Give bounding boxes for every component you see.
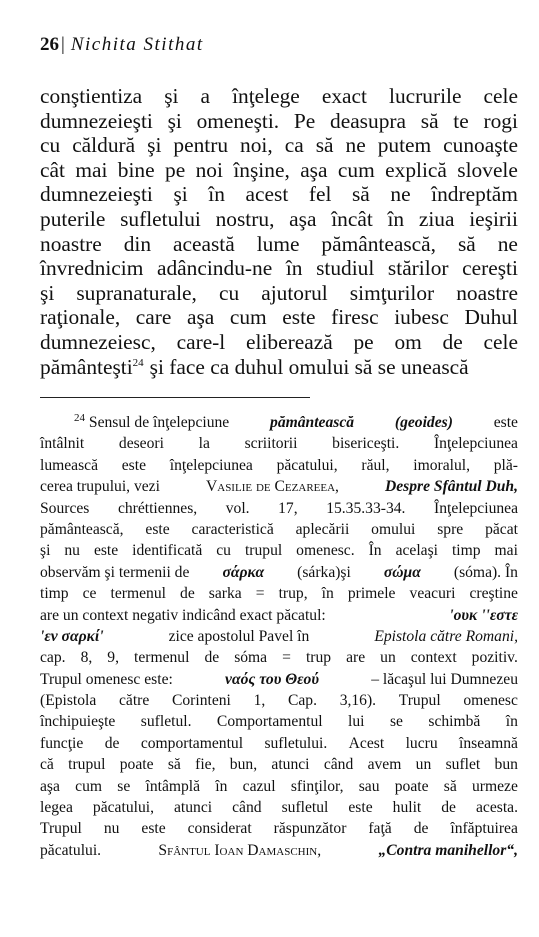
word: un	[415, 756, 432, 774]
word: omenesc.	[296, 542, 355, 560]
word: că	[40, 756, 54, 774]
word: de	[442, 329, 463, 354]
word: aplecării	[295, 520, 350, 538]
word: când	[232, 799, 262, 817]
body-line	[40, 182, 518, 207]
header-separator: |	[61, 34, 65, 55]
word: sarka	[208, 585, 242, 603]
word: =	[255, 585, 265, 603]
footnote-line	[40, 733, 518, 754]
word: cazul	[242, 777, 276, 795]
word: are	[346, 649, 366, 667]
word: este	[282, 305, 316, 330]
word: răspunzător	[273, 820, 347, 838]
word: primele	[347, 585, 396, 603]
footnote-line	[40, 797, 518, 818]
word: aşa	[186, 305, 215, 330]
word: căldură	[72, 133, 136, 158]
footnote-divider	[40, 397, 310, 398]
footnote-greek: 'εν σαρκί'	[40, 627, 104, 645]
word: pozitiv.	[471, 649, 518, 667]
footnote-lead	[74, 412, 229, 433]
word: în	[321, 585, 334, 603]
word: în	[505, 713, 518, 731]
word: dumnezeieşti	[40, 108, 153, 133]
word: timp	[40, 585, 69, 603]
footnote-line	[40, 540, 518, 561]
body-line	[40, 109, 518, 134]
running-header	[40, 34, 204, 56]
footnote-greek: ναός του Θεού	[225, 670, 319, 688]
word: păcat	[485, 520, 518, 538]
word: să	[351, 182, 370, 207]
word: exact	[321, 84, 367, 108]
word: pe	[165, 157, 186, 182]
word: să	[457, 231, 476, 256]
footnote-greek: 'ουκ ''εστε	[449, 606, 518, 624]
word: de	[441, 799, 456, 817]
word: context	[410, 649, 457, 667]
word: noi,	[240, 133, 273, 158]
footnote-text: (sóma). În	[453, 563, 518, 581]
word: spre	[437, 520, 464, 538]
word: mai	[494, 542, 518, 560]
word: sufletul	[281, 799, 329, 817]
word: dumnezeieşti	[40, 182, 153, 207]
footnote-work-title: Epistola către Romani,	[374, 627, 518, 645]
word: un	[380, 649, 396, 667]
footnote-line	[40, 647, 518, 668]
word: Înţelepciunea	[434, 499, 518, 517]
word: plă-	[493, 456, 518, 474]
footnote-line	[40, 690, 518, 711]
word: de	[204, 649, 220, 667]
word: 9,	[107, 649, 119, 667]
word: de	[180, 585, 195, 603]
footnote-term: (geoides)	[394, 414, 453, 431]
footnote-term: pământească	[270, 414, 355, 431]
footnote-text: este	[493, 414, 518, 431]
footnote-line	[40, 754, 518, 775]
word: acelaşi	[395, 542, 438, 560]
word: explică	[385, 157, 447, 182]
word: urmeze	[471, 777, 518, 795]
footnote-line	[40, 818, 518, 839]
footnote-text: cerea trupului, vezi	[40, 478, 160, 496]
word: 15.35.33-34.	[326, 499, 406, 517]
footnote-text: (sárka)şi	[297, 563, 351, 581]
footnote-line	[40, 562, 518, 583]
word: omeneşti.	[196, 108, 280, 133]
word: în	[285, 256, 303, 281]
word: cele	[483, 84, 518, 108]
word: funcţie	[40, 734, 84, 752]
footnote-line	[40, 840, 518, 861]
word: este	[141, 820, 166, 838]
word: În	[368, 542, 382, 560]
word: hulit	[392, 799, 422, 817]
body-line	[40, 232, 518, 257]
word: bun,	[229, 756, 258, 774]
word: imoralul,	[413, 456, 471, 474]
footnote-line	[40, 476, 518, 497]
word: Duhul	[464, 305, 518, 330]
word: avem	[367, 756, 402, 774]
word: fie,	[195, 756, 216, 774]
word: cu	[218, 280, 240, 305]
word: către	[119, 692, 150, 710]
word: poate	[394, 777, 429, 795]
footnote-text: – lăcaşul lui Dumnezeu	[371, 670, 518, 688]
word: răul,	[361, 456, 390, 474]
word: ne	[497, 231, 518, 256]
word: aşa	[40, 777, 60, 795]
page-number: 26	[40, 34, 59, 55]
word: şi	[167, 108, 182, 133]
running-title: Nichita Stithat	[70, 34, 204, 55]
word: întâmplă	[145, 777, 201, 795]
word: se	[389, 713, 403, 731]
word: înşine,	[233, 157, 290, 182]
word: cât	[40, 157, 65, 182]
word: aşa	[300, 157, 328, 182]
footnote-work-title: „Contra manihellor“,	[378, 841, 518, 859]
word: înfăptuirea	[450, 820, 518, 838]
word: atunci	[271, 756, 310, 774]
body-line	[40, 158, 518, 183]
word: caracteristică	[191, 520, 274, 538]
word: dumnezeiesc,	[40, 329, 156, 354]
word: este	[348, 799, 373, 817]
word: noi	[195, 157, 223, 182]
word: înseamnă	[459, 734, 518, 752]
word: nostru,	[215, 206, 275, 231]
word: din	[123, 231, 152, 256]
word: cu	[40, 133, 61, 158]
word: putem	[377, 133, 432, 158]
word: pământească,	[40, 520, 124, 538]
word: omului	[371, 520, 416, 538]
word: să	[315, 133, 334, 158]
word: pentru	[173, 133, 229, 158]
word: este	[145, 520, 170, 538]
word: om	[394, 329, 422, 354]
footnote-work-title: Despre Sfântul Duh,	[384, 478, 518, 496]
word: eliberează	[246, 329, 333, 354]
word: Trupul	[40, 820, 82, 838]
word: Comportamentul	[216, 713, 323, 731]
word: şi	[40, 280, 55, 305]
word: conştientiza	[40, 84, 143, 108]
word: rogi	[483, 108, 518, 133]
word: păcatului,	[276, 456, 338, 474]
word: Înţelepciunea	[433, 435, 518, 453]
word: suflet	[445, 756, 481, 774]
word: 8,	[80, 649, 93, 667]
word: sóma	[234, 649, 268, 667]
word: ce	[82, 585, 97, 603]
footnote-line	[40, 711, 518, 732]
word: când	[323, 756, 354, 774]
word: =	[282, 649, 291, 667]
word: schimbă	[428, 713, 481, 731]
word: la	[198, 435, 210, 453]
footnote-line	[40, 433, 518, 454]
word: lucrurile	[389, 84, 462, 108]
word: sfinţilor,	[290, 777, 344, 795]
word: deasupra	[330, 108, 407, 133]
word: în	[208, 182, 225, 207]
footnote-text: zice apostolul Pavel în	[168, 627, 310, 645]
word: Cap.	[287, 692, 317, 710]
body-line	[40, 207, 518, 232]
footnote-24	[40, 412, 518, 861]
word: este	[93, 542, 119, 560]
footnote-line	[40, 669, 518, 690]
word: în	[215, 777, 228, 795]
footnote-greek: σάρκα	[222, 563, 265, 581]
footnote-text: observăm şi termenii de	[40, 563, 190, 581]
footnote-line	[40, 455, 518, 476]
word: a	[200, 84, 211, 108]
word: ajutorul	[261, 280, 328, 305]
word: în	[387, 206, 405, 231]
word: supranaturale,	[76, 280, 197, 305]
word: sau	[358, 777, 380, 795]
word: ne	[390, 182, 411, 207]
word: ca	[284, 133, 304, 158]
footnote-text: are un context negativ indicând exact păcatul:	[40, 606, 326, 624]
word: scriitorii	[244, 435, 298, 453]
word: simţurilor	[349, 280, 435, 305]
footnote-line	[40, 519, 518, 540]
word: fel	[308, 182, 332, 207]
word: sufletul.	[140, 713, 192, 731]
word: trup,	[278, 585, 308, 603]
word: timp	[451, 542, 481, 560]
word: sufletului.	[264, 734, 328, 752]
word: termenul	[134, 649, 190, 667]
word: 3,16).	[339, 692, 377, 710]
body-line-end: şi face ca duhul omului să se unească	[149, 354, 469, 379]
word: păcatului,	[92, 799, 154, 817]
word: de	[104, 734, 120, 752]
footnote-line	[40, 776, 518, 797]
word: cunoaşte	[443, 133, 518, 158]
body-line	[40, 330, 518, 355]
word: chréttiennes,	[117, 499, 198, 517]
word: şi	[147, 133, 162, 158]
word: bisericeşti.	[332, 435, 400, 453]
word: noastre	[456, 280, 518, 305]
word: trup	[305, 649, 332, 667]
word: faţă	[368, 820, 392, 838]
body-line	[40, 133, 518, 158]
word: acesta.	[475, 799, 518, 817]
footnote-line	[40, 498, 518, 519]
word: cum	[75, 777, 103, 795]
footnote-reference[interactable]: 24	[132, 356, 144, 369]
word: adâncindu-ne	[156, 256, 273, 281]
word: şi	[164, 84, 179, 108]
word: Acest	[348, 734, 385, 752]
body-line	[40, 84, 518, 109]
body-line	[40, 281, 518, 306]
word: întâlnit	[40, 435, 85, 453]
word: atunci	[174, 799, 213, 817]
word: considerat	[187, 820, 252, 838]
word: iubesc	[394, 305, 449, 330]
footnote-text: păcatului.	[40, 841, 102, 859]
word: lume	[256, 231, 300, 256]
word: trupul	[244, 542, 283, 560]
word: Trupul	[398, 692, 441, 710]
word: termenul	[110, 585, 166, 603]
word: învrednicim	[40, 256, 144, 281]
word: cu	[216, 542, 231, 560]
footnote-line	[40, 583, 518, 604]
word: vol.	[225, 499, 250, 517]
word: comportamentul	[140, 734, 244, 752]
word: cum	[229, 305, 267, 330]
footnote-line	[40, 412, 518, 433]
word: mai	[75, 157, 108, 182]
word: nu	[103, 820, 120, 838]
word: omenesc	[463, 692, 518, 710]
word: noastre	[40, 231, 102, 256]
word: acest	[245, 182, 289, 207]
word: cap.	[40, 649, 66, 667]
word: Pe	[293, 108, 316, 133]
word: trupul	[68, 756, 106, 774]
word: ziua	[418, 206, 455, 231]
word: 17,	[278, 499, 298, 517]
word: cum	[337, 157, 375, 182]
body-line	[40, 256, 518, 281]
word: care	[135, 305, 172, 330]
word: te	[453, 108, 469, 133]
word: ne	[345, 133, 366, 158]
footnote-number: 24	[74, 411, 85, 424]
word: puterile	[40, 206, 106, 231]
word: studiul	[316, 256, 375, 281]
body-line-start	[40, 355, 144, 380]
word: înţelege	[232, 84, 300, 108]
word: Corinteni	[171, 692, 231, 710]
word: slovele	[457, 157, 518, 182]
footnote-author: Vasilie de Cezareea,	[205, 478, 339, 496]
word: cereşti	[462, 256, 518, 281]
word: aşa	[289, 206, 317, 231]
word: cele	[483, 329, 518, 354]
word: este	[121, 456, 146, 474]
footnote-text: Trupul omenesc este:	[40, 670, 173, 688]
word: sufletului	[120, 206, 201, 231]
word: Sources	[40, 499, 90, 517]
word: 1,	[253, 692, 266, 710]
word: raţionale,	[40, 305, 121, 330]
word: lui	[348, 713, 365, 731]
word: pământească,	[321, 231, 437, 256]
word: lucru	[405, 734, 438, 752]
footnote-line	[40, 626, 518, 647]
word: pe	[353, 329, 374, 354]
word: veacuri	[409, 585, 456, 603]
footnote-greek: σώμα	[383, 563, 421, 581]
word: (Epistola	[40, 692, 97, 710]
word: bun	[494, 756, 518, 774]
word: să	[443, 777, 457, 795]
word: se	[117, 777, 131, 795]
word: creştine	[469, 585, 518, 603]
body-line	[40, 355, 518, 380]
word: lumească	[40, 456, 99, 474]
word: să	[167, 756, 181, 774]
word: stărilor	[387, 256, 449, 281]
word: firesc	[331, 305, 379, 330]
word: ieşirii	[469, 206, 518, 231]
body-word: pământeşti	[40, 354, 133, 379]
word: nu	[64, 542, 80, 560]
word: această	[173, 231, 235, 256]
word: înţelepciunea	[169, 456, 253, 474]
body-line	[40, 305, 518, 330]
word: de	[413, 820, 429, 838]
word: închipuieşte	[40, 713, 116, 731]
word: poate	[119, 756, 154, 774]
word: deseori	[118, 435, 164, 453]
footnote-author: Sfântul Ioan Damaschin,	[158, 841, 322, 859]
word: şi	[40, 542, 51, 560]
word: încât	[331, 206, 373, 231]
main-text	[40, 84, 518, 379]
footnote-text: Sensul de înţelepciune	[88, 414, 230, 431]
word: să	[420, 108, 439, 133]
word: îndreptăm	[431, 182, 518, 207]
word: identificată	[132, 542, 203, 560]
word: legea	[40, 799, 73, 817]
word: bine	[117, 157, 155, 182]
word: care-l	[176, 329, 226, 354]
footnote-line	[40, 605, 518, 626]
word: şi	[173, 182, 188, 207]
